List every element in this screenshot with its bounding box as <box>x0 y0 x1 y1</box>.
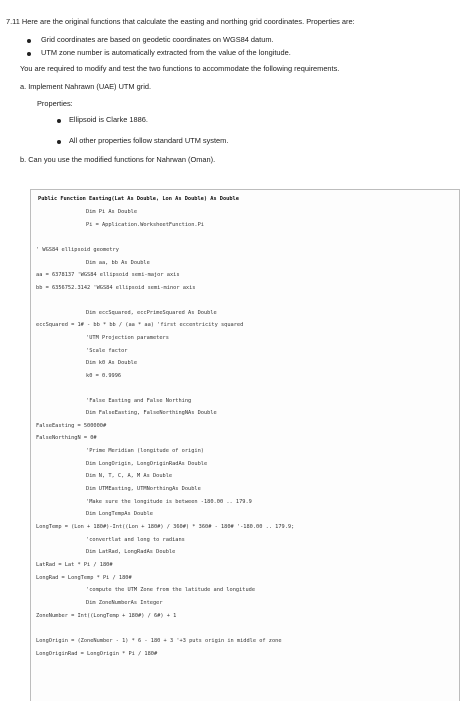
code-line: Dim N, T, C, A, M As Double <box>86 473 173 479</box>
code-line: Dim eccSquared, eccPrimeSquared As Double <box>86 310 217 316</box>
properties-label: Properties: <box>37 99 73 108</box>
code-line: 'Prime Meridian (longitude of origin) <box>86 448 204 454</box>
code-line: LongOriginRad = LongOrigin * Pi / 180# <box>36 651 158 657</box>
bullet-item: Grid coordinates are based on geodetic coordinates on WGS84 datum. <box>41 35 274 44</box>
code-line: Dim LatRad, LongRadAs Double <box>86 549 176 555</box>
code-line: LatRad = Lat * Pi / 180# <box>36 562 113 568</box>
code-line: FalseEasting = 500000# <box>36 423 107 429</box>
bullet-icon <box>57 140 61 144</box>
part-a: a. Implement Nahrawn (UAE) UTM grid. <box>20 82 152 91</box>
code-line: Dim k0 As Double <box>86 360 138 366</box>
code-line: 'UTM Projection parameters <box>86 335 169 341</box>
part-b: b. Can you use the modified functions for Nahrwan (Oman). <box>20 155 216 164</box>
code-line: Dim aa, bb As Double <box>86 260 150 266</box>
bullet-icon <box>27 39 31 43</box>
code-line: Dim LongTempAs Double <box>86 511 153 517</box>
sub-bullet-item: All other properties follow standard UTM system. <box>69 136 229 145</box>
code-line: ZoneNumber = Int((LongTemp + 180#) / 6#) + 1 <box>36 613 177 619</box>
code-line: Public Function Easting(Lat As Double, Lon As Double) As Double <box>38 196 239 202</box>
code-line: eccSquared = 1# - bb * bb / (aa * aa) 'first eccentricity squared <box>36 322 244 328</box>
bullet-icon <box>57 119 61 123</box>
code-line: Dim ZoneNumberAs Integer <box>86 600 163 606</box>
code-line: Dim UTMEasting, UTMNorthingAs Double <box>86 486 201 492</box>
code-line: aa = 6378137 'WGS84 ellipsoid semi-major axis <box>36 272 180 278</box>
code-line: 'convertlat and long to radians <box>86 537 185 543</box>
code-listing <box>30 189 460 701</box>
code-line: Dim FalseEasting, FalseNorthingNAs Double <box>86 410 217 416</box>
code-line: LongOrigin = (ZoneNumber - 1) * 6 - 180 + 3 '+3 puts origin in middle of zone <box>36 638 282 644</box>
sub-bullet-item: Ellipsoid is Clarke 1886. <box>69 115 148 124</box>
bullet-item: UTM zone number is automatically extracted from the value of the longitude. <box>41 48 291 57</box>
code-line: bb = 6356752.3142 'WGS84 ellipsoid semi-minor axis <box>36 285 196 291</box>
code-line: FalseNorthingN = 0# <box>36 435 97 441</box>
code-line: Pi = Application.WorksheetFunction.Pi <box>86 222 204 228</box>
code-line: LongRad = LongTemp * Pi / 180# <box>36 575 132 581</box>
code-line: ' WGS84 ellipsoid geometry <box>36 247 119 253</box>
code-line: Dim LongOrigin, LongOriginRadAs Double <box>86 461 208 467</box>
code-line: 'Scale factor <box>86 348 128 354</box>
code-line: LongTemp = (Lon + 180#)-Int((Lon + 180#) / 360#) * 360# - 180# '-180.00 .. 179.9; <box>36 524 295 530</box>
code-line: 'compute the UTM Zone from the latitude and longitude <box>86 587 256 593</box>
code-line: k0 = 0.9996 <box>86 373 122 379</box>
question-heading: 7.11 Here are the original functions that calculate the easting and northing grid coordinates. Properties are: <box>6 17 355 26</box>
code-line: 'Make sure the longitude is between -180.00 .. 179.9 <box>86 499 252 505</box>
code-line: Dim Pi As Double <box>86 209 138 215</box>
bullet-icon <box>27 52 31 56</box>
code-line: 'False Easting and False Northing <box>86 398 192 404</box>
instruction-text: You are required to modify and test the two functions to accommodate the following requirements. <box>20 64 340 73</box>
